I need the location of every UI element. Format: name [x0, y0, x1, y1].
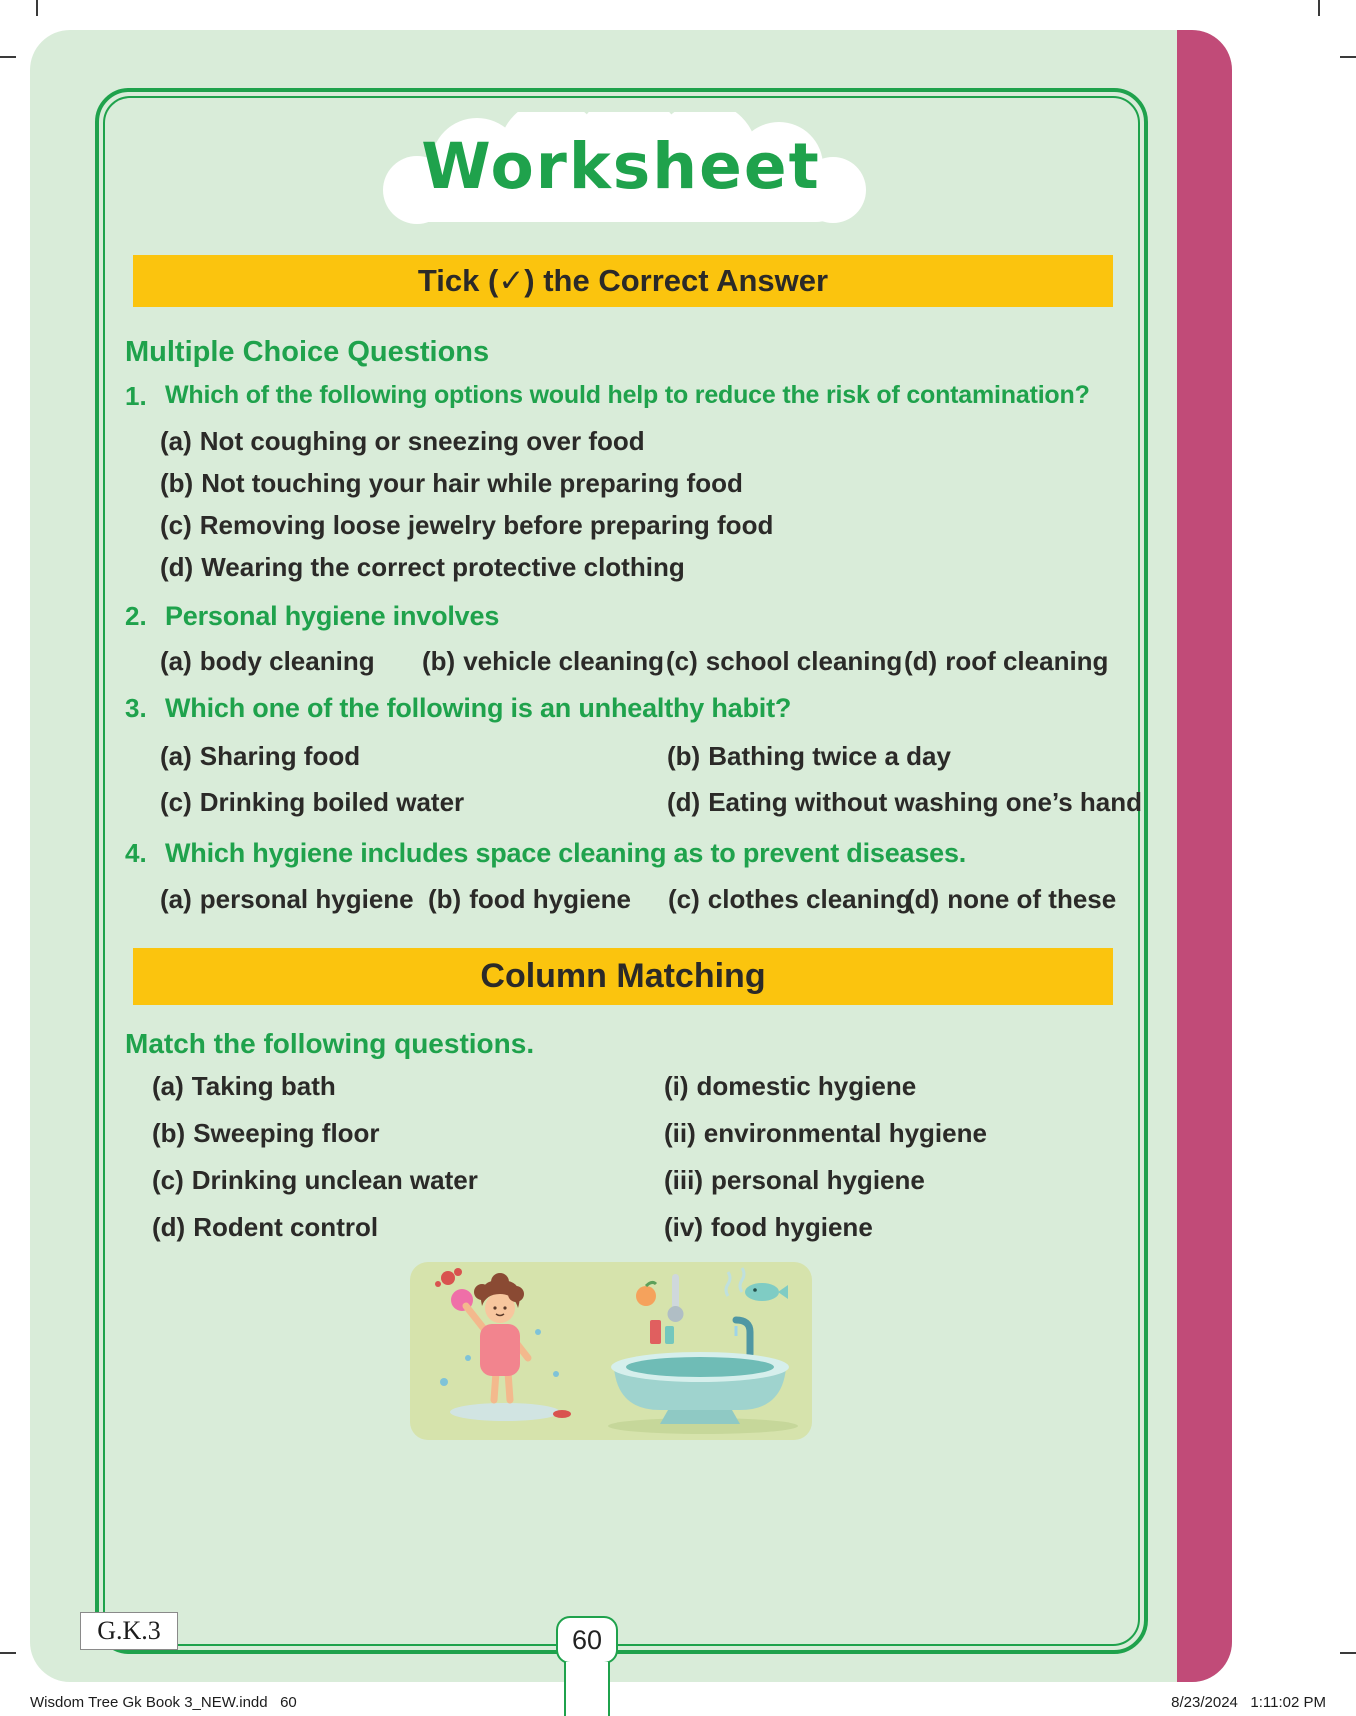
option[interactable]: (c) Removing loose jewelry before preparing food [160, 510, 774, 540]
question-1-text: Which of the following options would help to reduce the risk of contamination? [165, 381, 1090, 409]
question-2-options [160, 646, 1120, 677]
option[interactable]: (d) Eating without washing one’s hand [667, 787, 1143, 817]
match-right-item[interactable]: (ii) environmental hygiene [664, 1118, 987, 1148]
option[interactable]: (a) Not coughing or sneezing over food [160, 426, 645, 456]
crop-mark-top-left-v [36, 0, 38, 16]
crop-mark-bottom-left-h [0, 1652, 16, 1654]
match-left-item[interactable]: (a) Taking bath [152, 1071, 336, 1101]
bathing-girl-and-tub-drawing [410, 1262, 812, 1440]
match-left-item[interactable]: (b) Sweeping floor [152, 1118, 380, 1148]
question-3-text: Which one of the following is an unhealthy habit? [165, 693, 792, 723]
option[interactable]: (c) Drinking boiled water [160, 787, 465, 817]
book-label: G.K.3 [80, 1612, 178, 1650]
option[interactable]: (d) roof cleaning [904, 646, 1109, 676]
question-1-number: 1. [125, 381, 147, 411]
mcq-heading: Multiple Choice Questions [125, 336, 490, 368]
footer-timestamp: 8/23/2024 1:11:02 PM [1171, 1694, 1326, 1711]
page-title: Worksheet [421, 130, 821, 203]
crop-mark-bottom-right-h [1340, 1652, 1356, 1654]
option[interactable]: (b) vehicle cleaning [422, 646, 665, 676]
option[interactable]: (b) Bathing twice a day [667, 741, 951, 771]
footer-file-name: Wisdom Tree Gk Book 3_NEW.indd 60 [30, 1694, 297, 1711]
question-3-number: 3. [125, 693, 147, 723]
question-2-text: Personal hygiene involves [165, 601, 500, 631]
crop-mark-top-right-h [1340, 56, 1356, 58]
match-left-item[interactable]: (c) Drinking unclean water [152, 1165, 478, 1195]
banner-column-matching: Column Matching [133, 948, 1113, 1005]
question-1-options [160, 420, 773, 588]
banner-tick-correct-answer: Tick (✓) the Correct Answer [133, 255, 1113, 307]
matching-list [152, 1070, 1122, 1244]
hygiene-illustration [410, 1262, 812, 1440]
option[interactable]: (a) Sharing food [160, 741, 361, 771]
question-4-text: Which hygiene includes space cleaning as to prevent diseases. [165, 838, 967, 868]
question-2-number: 2. [125, 601, 147, 631]
match-right-item[interactable]: (iv) food hygiene [664, 1212, 873, 1242]
question-4 [125, 838, 966, 869]
option[interactable]: (d) Wearing the correct protective clothing [160, 552, 685, 582]
match-left-item[interactable]: (d) Rodent control [152, 1212, 379, 1242]
question-3-options [160, 740, 1143, 818]
question-3 [125, 693, 791, 724]
crop-mark-top-left-h [0, 56, 16, 58]
option[interactable]: (b) Not touching your hair while preparing food [160, 468, 743, 498]
option[interactable]: (c) school cleaning [666, 646, 903, 676]
page-number-tab [564, 1662, 610, 1716]
question-4-options [160, 884, 1120, 915]
matching-heading: Match the following questions. [125, 1028, 535, 1059]
worksheet-title-cloud [351, 112, 891, 238]
page-spine-bar [1177, 30, 1232, 1682]
option[interactable]: (b) food hygiene [428, 884, 631, 914]
page-number-badge: 60 [556, 1616, 618, 1664]
match-right-item[interactable]: (i) domestic hygiene [664, 1071, 917, 1101]
match-right-item[interactable]: (iii) personal hygiene [664, 1165, 925, 1195]
crop-mark-top-right-v [1318, 0, 1320, 16]
option[interactable]: (a) personal hygiene [160, 884, 414, 914]
question-4-number: 4. [125, 838, 147, 868]
question-1 [125, 381, 1090, 412]
option[interactable]: (a) body cleaning [160, 646, 375, 676]
option[interactable]: (d) none of these [906, 884, 1117, 914]
option[interactable]: (c) clothes cleaning [668, 884, 912, 914]
question-2 [125, 601, 499, 632]
